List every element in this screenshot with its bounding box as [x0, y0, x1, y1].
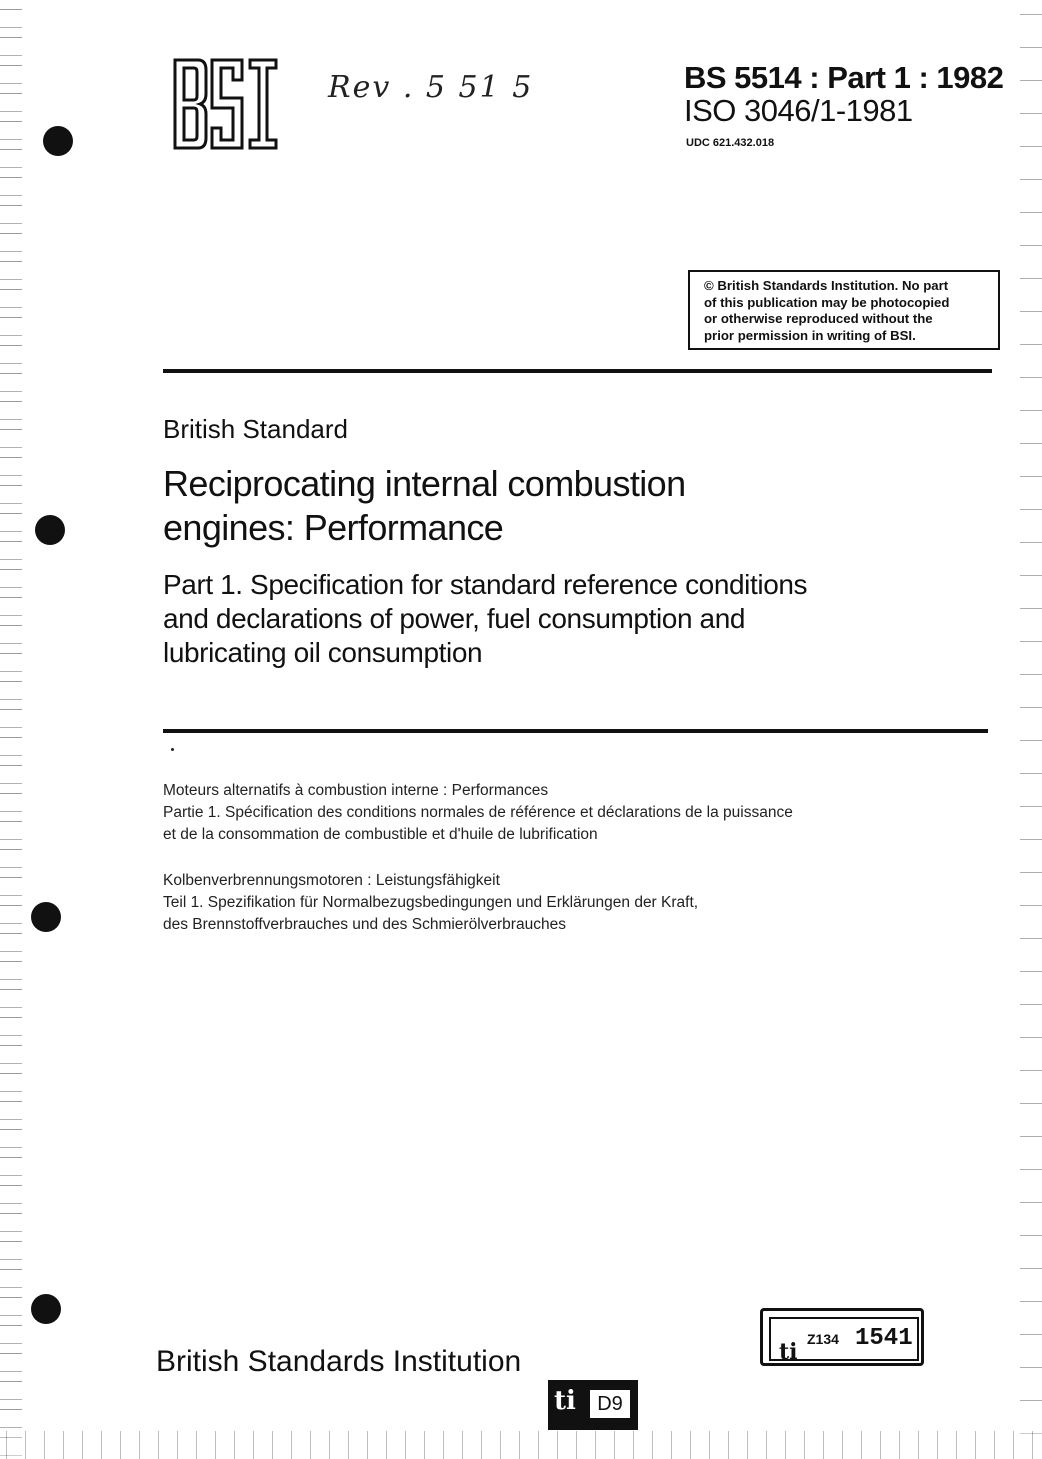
- french-line: Moteurs alternatifs à combustion interne : Performances: [163, 782, 549, 799]
- french-title: [163, 780, 793, 846]
- stamp-code: Z134: [807, 1331, 839, 1347]
- middle-rule: [163, 729, 988, 733]
- punch-hole-1: [43, 126, 73, 156]
- german-line: Kolbenverbrennungsmotoren : Leistungsfähigkeit: [163, 872, 500, 889]
- standard-number: BS 5514 : Part 1 : 1982: [684, 60, 1004, 95]
- french-line: et de la consommation de combustible et d'huile de lubrification: [163, 826, 598, 843]
- german-line: Teil 1. Spezifikation für Normalbezugsbedingungen und Erklärungen der Kraft,: [163, 894, 699, 911]
- ti-logo: ti: [554, 1386, 576, 1416]
- punch-hole-2: [35, 515, 65, 545]
- german-line: des Brennstoffverbrauches und des Schmierölverbrauches: [163, 916, 566, 933]
- handwritten-note: Rev . 5 51 5: [328, 70, 534, 105]
- series-label: British Standard: [163, 414, 348, 444]
- udc-code: UDC 621.432.018: [686, 137, 775, 149]
- part-title: [163, 568, 807, 670]
- copyright-line: © British Standards Institution. No part: [704, 278, 949, 293]
- publisher-name: British Standards Institution: [156, 1345, 522, 1378]
- stamp-frame: [769, 1317, 919, 1365]
- ti-code: D9: [590, 1390, 630, 1418]
- ti-label: [548, 1380, 638, 1430]
- scan-speck: [171, 748, 174, 751]
- french-line: Partie 1. Spécification des conditions normales de référence et déclarations de la puissance: [163, 804, 793, 821]
- bsi-logo: [172, 58, 280, 150]
- document-title: [163, 462, 686, 550]
- german-title: [163, 870, 698, 936]
- title-line: engines: Performance: [163, 507, 504, 548]
- stamp-number: 1541: [855, 1325, 913, 1352]
- title-line: Reciprocating internal combustion: [163, 463, 686, 504]
- part-line: and declarations of power, fuel consumption and: [163, 603, 746, 634]
- punch-hole-4: [31, 1294, 61, 1324]
- top-rule: [163, 369, 992, 373]
- copyright-line: of this publication may be photocopied: [704, 294, 950, 310]
- scan-edge-right: [1020, 0, 1042, 1459]
- copyright-notice: [688, 270, 1000, 350]
- scan-edge-left: [0, 0, 22, 1459]
- punch-hole-3: [31, 902, 61, 932]
- library-stamp: [760, 1308, 924, 1366]
- iso-number: ISO 3046/1-1981: [684, 93, 913, 128]
- part-line: Part 1. Specification for standard reference conditions: [163, 569, 808, 600]
- copyright-line: or otherwise reproduced without the: [704, 311, 933, 326]
- stamp-mark: ti: [779, 1339, 798, 1365]
- scan-edge-bottom: [0, 1431, 1042, 1459]
- part-line: lubricating oil consumption: [163, 637, 483, 668]
- copyright-line: prior permission in writing of BSI.: [704, 327, 916, 343]
